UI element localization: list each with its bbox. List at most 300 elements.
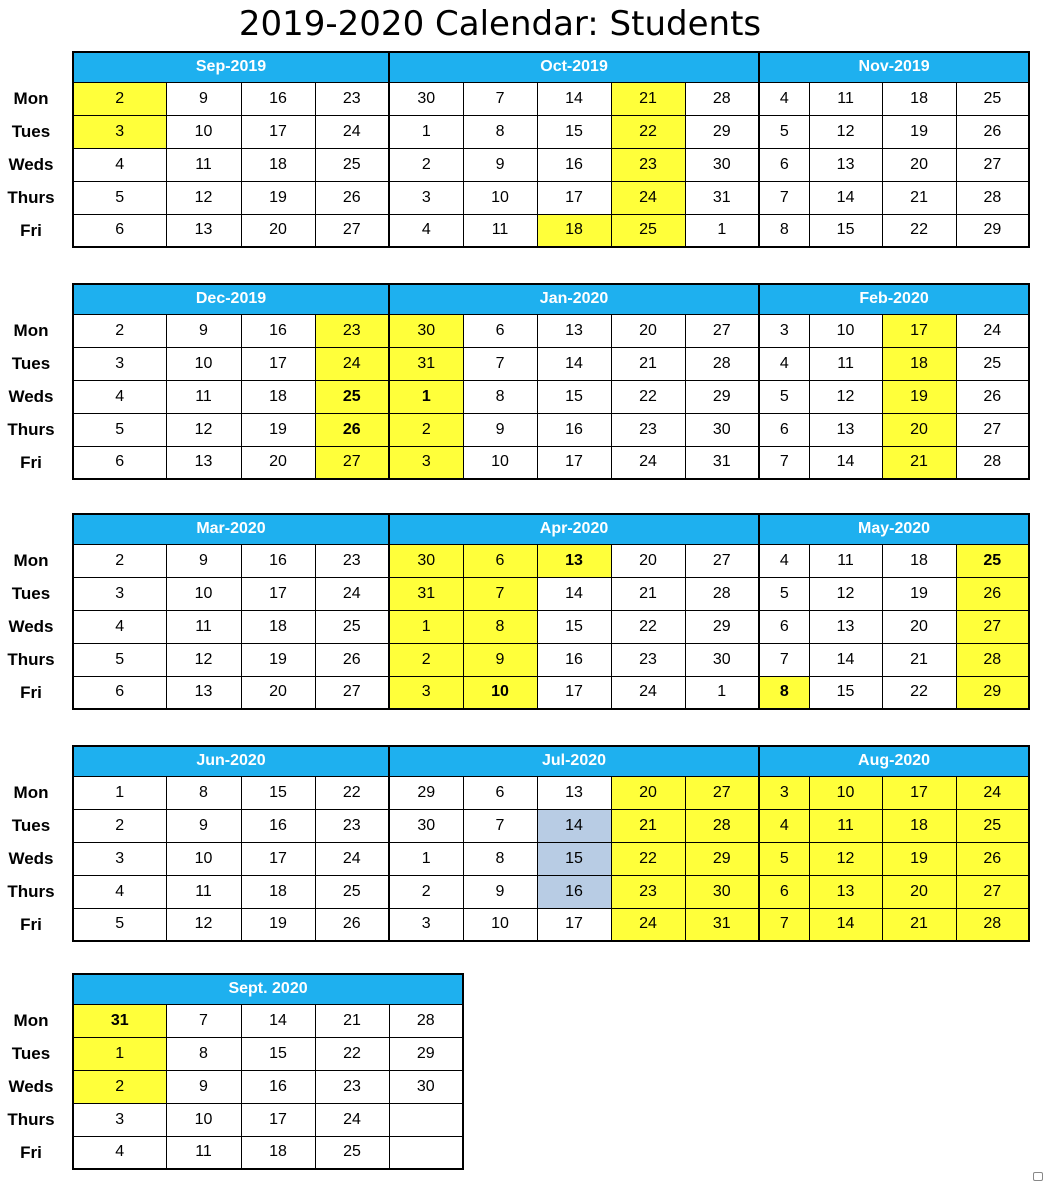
date-cell: 31	[685, 908, 759, 941]
date-cell: 21	[611, 577, 685, 610]
date-cell: 17	[537, 676, 611, 709]
date-cell: 10	[166, 577, 241, 610]
date-cell: 4	[73, 610, 166, 643]
date-cell: 22	[315, 1037, 389, 1070]
date-cell: 21	[315, 1004, 389, 1037]
date-cell: 20	[882, 610, 956, 643]
date-cell: 28	[389, 1004, 463, 1037]
month-header: Feb-2020	[759, 284, 1029, 314]
date-cell: 6	[73, 676, 166, 709]
date-cell: 9	[463, 413, 537, 446]
date-cell: 13	[809, 610, 882, 643]
date-cell: 5	[759, 115, 809, 148]
date-cell: 13	[537, 314, 611, 347]
date-cell: 2	[73, 809, 166, 842]
day-label: Mon	[13, 550, 49, 570]
date-cell: 21	[611, 82, 685, 115]
date-cell: 30	[389, 544, 463, 577]
table-row	[0, 643, 1029, 676]
date-cell: 5	[759, 380, 809, 413]
date-cell: 22	[611, 842, 685, 875]
calendar-block	[0, 745, 1030, 942]
date-cell: 31	[389, 577, 463, 610]
month-header: Oct-2019	[389, 52, 759, 82]
date-cell: 3	[73, 842, 166, 875]
date-cell: 4	[73, 875, 166, 908]
date-cell: 9	[166, 314, 241, 347]
date-cell: 12	[809, 842, 882, 875]
table-row	[0, 875, 1029, 908]
date-cell: 17	[241, 115, 315, 148]
date-cell: 30	[389, 314, 463, 347]
date-cell: 27	[685, 776, 759, 809]
header-spacer	[0, 746, 73, 776]
date-cell: 27	[956, 610, 1029, 643]
date-cell: 7	[759, 446, 809, 479]
date-cell: 10	[463, 676, 537, 709]
date-cell: 13	[537, 544, 611, 577]
date-cell: 4	[759, 347, 809, 380]
date-cell: 23	[611, 413, 685, 446]
table-row	[0, 1103, 463, 1136]
date-cell: 16	[241, 82, 315, 115]
day-label: Tues	[11, 815, 51, 835]
date-cell: 28	[956, 181, 1029, 214]
day-label: Tues	[11, 353, 51, 373]
date-cell: 28	[685, 809, 759, 842]
date-cell: 18	[241, 380, 315, 413]
date-cell: 13	[166, 676, 241, 709]
date-cell: 22	[882, 676, 956, 709]
day-label: Fri	[20, 1142, 42, 1162]
date-cell: 8	[463, 842, 537, 875]
table-row	[0, 1136, 463, 1169]
date-cell: 24	[315, 577, 389, 610]
date-cell: 19	[882, 577, 956, 610]
date-cell: 19	[241, 413, 315, 446]
date-cell: 30	[685, 148, 759, 181]
date-cell: 27	[315, 214, 389, 247]
date-cell: 5	[73, 643, 166, 676]
date-cell: 11	[166, 380, 241, 413]
day-label: Fri	[20, 682, 42, 702]
table-row	[0, 908, 1029, 941]
date-cell: 22	[611, 115, 685, 148]
date-cell: 26	[315, 181, 389, 214]
table-row	[0, 842, 1029, 875]
date-cell: 28	[956, 446, 1029, 479]
date-cell: 27	[956, 875, 1029, 908]
date-cell: 18	[241, 610, 315, 643]
date-cell: 8	[463, 610, 537, 643]
date-cell: 1	[685, 214, 759, 247]
day-label: Thurs	[7, 1109, 55, 1129]
date-cell: 2	[389, 643, 463, 676]
date-cell: 24	[611, 676, 685, 709]
month-header: Jun-2020	[73, 746, 389, 776]
date-cell: 16	[537, 643, 611, 676]
date-cell: 18	[241, 148, 315, 181]
header-spacer	[0, 52, 73, 82]
date-cell: 3	[389, 676, 463, 709]
date-cell: 20	[241, 676, 315, 709]
date-cell: 11	[809, 544, 882, 577]
date-cell: 16	[241, 314, 315, 347]
date-cell: 29	[685, 115, 759, 148]
page-title: 2019-2020 Calendar: Students	[238, 4, 762, 44]
date-cell: 26	[315, 413, 389, 446]
date-cell: 5	[759, 577, 809, 610]
date-cell: 28	[956, 643, 1029, 676]
date-cell: 26	[956, 842, 1029, 875]
table-row	[0, 776, 1029, 809]
table-row	[0, 610, 1029, 643]
date-cell: 10	[809, 776, 882, 809]
date-cell: 7	[759, 908, 809, 941]
month-header: Jul-2020	[389, 746, 759, 776]
date-cell: 10	[463, 446, 537, 479]
date-cell: 7	[759, 643, 809, 676]
date-cell: 13	[809, 875, 882, 908]
date-cell: 10	[463, 908, 537, 941]
date-cell: 11	[166, 1136, 241, 1169]
date-cell: 11	[166, 610, 241, 643]
date-cell: 25	[315, 1136, 389, 1169]
date-cell: 7	[166, 1004, 241, 1037]
date-cell: 19	[882, 380, 956, 413]
date-cell: 3	[73, 347, 166, 380]
table-row	[0, 181, 1029, 214]
date-cell: 14	[809, 908, 882, 941]
date-cell: 11	[809, 82, 882, 115]
date-cell: 24	[611, 181, 685, 214]
date-cell: 13	[809, 413, 882, 446]
date-cell: 15	[537, 115, 611, 148]
day-label: Mon	[13, 320, 49, 340]
date-cell: 2	[73, 544, 166, 577]
date-cell: 7	[463, 82, 537, 115]
day-label: Weds	[8, 154, 54, 174]
date-cell: 29	[389, 1037, 463, 1070]
date-cell: 6	[73, 214, 166, 247]
date-cell: 30	[685, 413, 759, 446]
date-cell: 11	[166, 148, 241, 181]
date-cell: 15	[537, 842, 611, 875]
date-cell: 12	[809, 380, 882, 413]
date-cell: 27	[315, 446, 389, 479]
date-cell: 30	[389, 82, 463, 115]
date-cell: 29	[685, 380, 759, 413]
date-cell: 31	[73, 1004, 166, 1037]
date-cell: 11	[809, 347, 882, 380]
month-header: Apr-2020	[389, 514, 759, 544]
date-cell: 28	[685, 347, 759, 380]
date-cell: 24	[956, 314, 1029, 347]
date-cell: 5	[73, 413, 166, 446]
date-cell: 1	[389, 842, 463, 875]
date-cell: 14	[537, 809, 611, 842]
table-row	[0, 82, 1029, 115]
date-cell: 1	[73, 1037, 166, 1070]
date-cell: 3	[389, 181, 463, 214]
date-cell: 17	[241, 842, 315, 875]
date-cell: 18	[882, 809, 956, 842]
date-cell: 21	[882, 908, 956, 941]
date-cell: 7	[463, 809, 537, 842]
date-cell: 31	[685, 446, 759, 479]
month-header: Dec-2019	[73, 284, 389, 314]
date-cell: 18	[882, 82, 956, 115]
date-cell: 21	[882, 643, 956, 676]
date-cell: 10	[809, 314, 882, 347]
date-cell: 15	[809, 214, 882, 247]
table-row	[0, 413, 1029, 446]
date-cell: 15	[809, 676, 882, 709]
date-cell: 1	[389, 380, 463, 413]
month-header: May-2020	[759, 514, 1029, 544]
date-cell: 8	[463, 380, 537, 413]
date-cell: 29	[685, 610, 759, 643]
date-cell: 16	[241, 1070, 315, 1103]
table-row	[0, 148, 1029, 181]
date-cell: 19	[241, 181, 315, 214]
date-cell: 23	[315, 82, 389, 115]
date-cell: 14	[809, 446, 882, 479]
header-spacer	[0, 514, 73, 544]
day-label: Fri	[20, 220, 42, 240]
date-cell: 8	[463, 115, 537, 148]
date-cell: 15	[241, 776, 315, 809]
date-cell: 27	[956, 413, 1029, 446]
calendar-block	[0, 973, 464, 1170]
date-cell: 5	[73, 181, 166, 214]
date-cell: 6	[759, 875, 809, 908]
day-label: Thurs	[7, 187, 55, 207]
date-cell: 24	[315, 115, 389, 148]
date-cell: 6	[759, 148, 809, 181]
date-cell: 14	[537, 82, 611, 115]
date-cell: 14	[809, 181, 882, 214]
date-cell: 18	[882, 544, 956, 577]
date-cell: 22	[611, 380, 685, 413]
month-header: Mar-2020	[73, 514, 389, 544]
day-label: Tues	[11, 121, 51, 141]
date-cell: 28	[956, 908, 1029, 941]
resize-handle-icon[interactable]	[1033, 1172, 1043, 1181]
date-cell: 26	[956, 380, 1029, 413]
table-row	[0, 115, 1029, 148]
date-cell: 20	[611, 544, 685, 577]
day-label: Weds	[8, 616, 54, 636]
date-cell: 6	[759, 610, 809, 643]
table-row	[0, 1070, 463, 1103]
date-cell: 29	[389, 776, 463, 809]
date-cell: 15	[537, 610, 611, 643]
date-cell: 6	[463, 776, 537, 809]
date-cell: 30	[389, 1070, 463, 1103]
date-cell: 6	[759, 413, 809, 446]
date-cell: 16	[241, 544, 315, 577]
date-cell: 30	[685, 643, 759, 676]
date-cell: 8	[759, 214, 809, 247]
date-cell: 20	[241, 214, 315, 247]
date-cell: 4	[73, 380, 166, 413]
date-cell: 17	[882, 776, 956, 809]
month-header: Jan-2020	[389, 284, 759, 314]
date-cell: 29	[956, 214, 1029, 247]
date-cell: 20	[611, 314, 685, 347]
date-cell: 9	[166, 809, 241, 842]
date-cell: 17	[537, 181, 611, 214]
date-cell: 20	[882, 413, 956, 446]
day-label: Mon	[13, 1010, 49, 1030]
date-cell: 16	[537, 875, 611, 908]
date-cell: 13	[166, 214, 241, 247]
table-row	[0, 380, 1029, 413]
day-label: Weds	[8, 386, 54, 406]
table-row	[0, 676, 1029, 709]
date-cell: 18	[537, 214, 611, 247]
date-cell: 3	[759, 776, 809, 809]
date-cell: 2	[389, 875, 463, 908]
date-cell: 15	[241, 1037, 315, 1070]
date-cell: 10	[166, 1103, 241, 1136]
date-cell: 3	[389, 908, 463, 941]
date-cell: 2	[73, 82, 166, 115]
table-row	[0, 214, 1029, 247]
date-cell: 10	[463, 181, 537, 214]
table-row	[0, 314, 1029, 347]
date-cell: 19	[882, 115, 956, 148]
date-cell: 25	[611, 214, 685, 247]
date-cell: 2	[73, 1070, 166, 1103]
date-cell: 9	[463, 875, 537, 908]
date-cell: 12	[166, 181, 241, 214]
date-cell: 2	[73, 314, 166, 347]
date-cell: 3	[759, 314, 809, 347]
day-label: Fri	[20, 452, 42, 472]
date-cell: 10	[166, 115, 241, 148]
date-cell: 3	[73, 577, 166, 610]
date-cell: 6	[73, 446, 166, 479]
date-cell: 17	[241, 1103, 315, 1136]
date-cell: 11	[166, 875, 241, 908]
date-cell: 6	[463, 544, 537, 577]
table-row	[0, 577, 1029, 610]
day-label: Tues	[11, 583, 51, 603]
date-cell: 14	[537, 577, 611, 610]
date-cell: 21	[611, 347, 685, 380]
date-cell: 19	[882, 842, 956, 875]
date-cell: 23	[315, 544, 389, 577]
date-cell	[389, 1103, 463, 1136]
calendar-block	[0, 513, 1030, 710]
date-cell: 11	[809, 809, 882, 842]
date-cell: 9	[166, 1070, 241, 1103]
day-label: Thurs	[7, 881, 55, 901]
date-cell: 6	[463, 314, 537, 347]
date-cell: 24	[315, 1103, 389, 1136]
date-cell: 25	[956, 347, 1029, 380]
date-cell: 27	[315, 676, 389, 709]
date-cell: 23	[611, 148, 685, 181]
date-cell: 4	[73, 1136, 166, 1169]
date-cell: 28	[685, 82, 759, 115]
date-cell: 24	[315, 842, 389, 875]
day-label: Thurs	[7, 419, 55, 439]
date-cell: 19	[241, 643, 315, 676]
date-cell: 2	[389, 413, 463, 446]
date-cell: 1	[389, 610, 463, 643]
date-cell: 12	[809, 577, 882, 610]
date-cell: 9	[166, 82, 241, 115]
date-cell: 25	[956, 82, 1029, 115]
date-cell: 13	[537, 776, 611, 809]
date-cell: 1	[389, 115, 463, 148]
table-row	[0, 809, 1029, 842]
date-cell: 8	[166, 776, 241, 809]
date-cell: 4	[389, 214, 463, 247]
date-cell: 16	[241, 809, 315, 842]
date-cell: 12	[166, 413, 241, 446]
date-cell: 1	[73, 776, 166, 809]
date-cell: 30	[685, 875, 759, 908]
day-label: Weds	[8, 848, 54, 868]
date-cell	[389, 1136, 463, 1169]
date-cell: 22	[611, 610, 685, 643]
date-cell: 25	[315, 148, 389, 181]
date-cell: 17	[241, 347, 315, 380]
month-header: Aug-2020	[759, 746, 1029, 776]
day-label: Mon	[13, 782, 49, 802]
date-cell: 21	[882, 446, 956, 479]
date-cell: 14	[809, 643, 882, 676]
date-cell: 3	[389, 446, 463, 479]
date-cell: 19	[241, 908, 315, 941]
date-cell: 10	[166, 347, 241, 380]
date-cell: 27	[685, 314, 759, 347]
date-cell: 18	[241, 875, 315, 908]
day-label: Fri	[20, 914, 42, 934]
date-cell: 29	[685, 842, 759, 875]
table-row	[0, 446, 1029, 479]
date-cell: 25	[315, 875, 389, 908]
date-cell: 12	[166, 908, 241, 941]
date-cell: 17	[882, 314, 956, 347]
header-spacer	[0, 974, 73, 1004]
date-cell: 26	[956, 115, 1029, 148]
date-cell: 13	[809, 148, 882, 181]
day-label: Mon	[13, 88, 49, 108]
date-cell: 24	[315, 347, 389, 380]
date-cell: 24	[611, 446, 685, 479]
month-header: Sep-2019	[73, 52, 389, 82]
month-header: Sept. 2020	[73, 974, 463, 1004]
date-cell: 3	[73, 115, 166, 148]
date-cell: 18	[241, 1136, 315, 1169]
date-cell: 26	[956, 577, 1029, 610]
date-cell: 5	[759, 842, 809, 875]
date-cell: 30	[389, 809, 463, 842]
date-cell: 25	[956, 809, 1029, 842]
date-cell: 17	[241, 577, 315, 610]
date-cell: 4	[759, 82, 809, 115]
date-cell: 20	[241, 446, 315, 479]
date-cell: 7	[463, 577, 537, 610]
date-cell: 18	[882, 347, 956, 380]
date-cell: 23	[315, 809, 389, 842]
date-cell: 4	[759, 809, 809, 842]
